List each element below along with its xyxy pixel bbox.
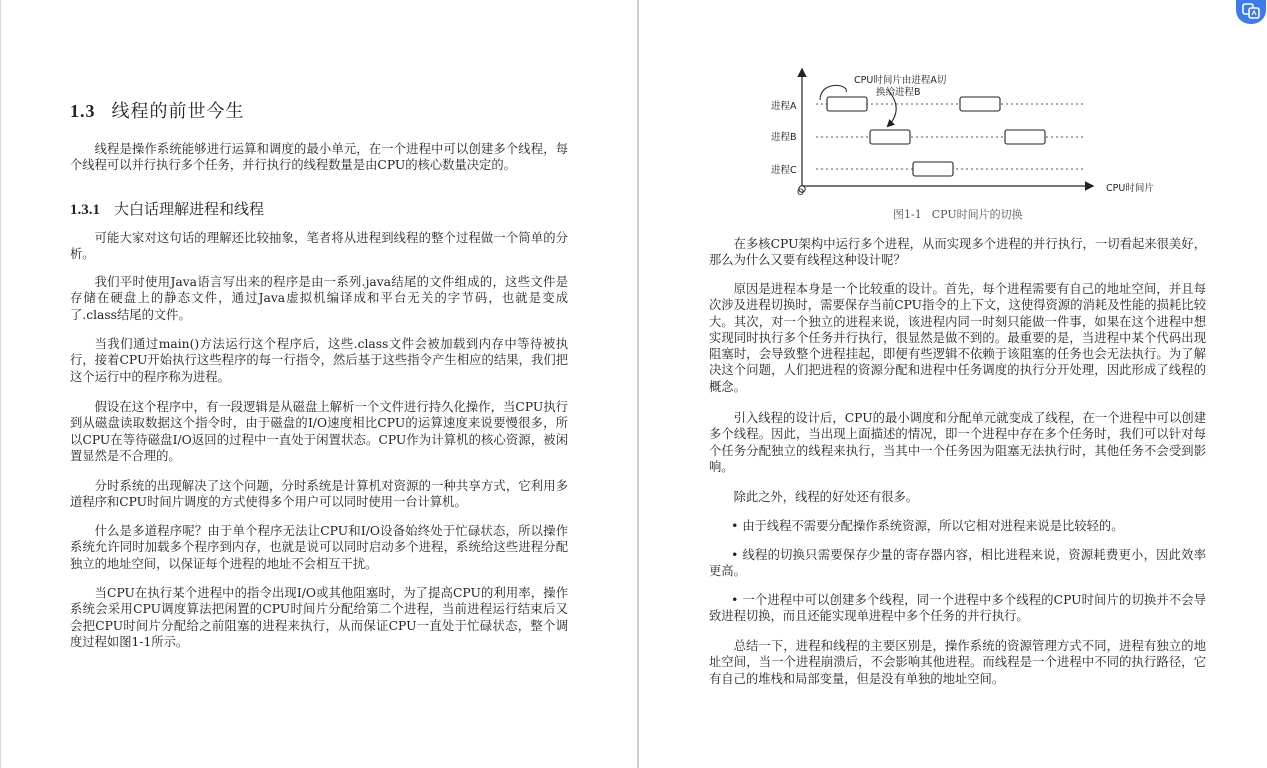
slice-a-1 bbox=[827, 97, 867, 111]
figure-caption bbox=[893, 206, 1023, 222]
cpu-timeslice-figure bbox=[760, 62, 1200, 202]
slice-b-2 bbox=[1005, 130, 1045, 144]
subsection-title: 大白话理解进程和线程 bbox=[114, 200, 265, 218]
paragraph: 当CPU在执行某个进程中的指令出现I/O或其他阻塞时，为了提高CPU的利用率，操作系统会采用CPU调度算法把闲置的CPU时间片分配给第二个进程，当前进程运行结束后又会把CPU时间片分配给之前阻塞的进程来执行，从而保证CPU一直处于忙碌状态，整个调度过程如图1-1所示。 bbox=[70, 586, 568, 649]
section-heading bbox=[70, 97, 245, 123]
row-label-b: 进程B bbox=[771, 132, 797, 143]
bullet-item: • 一个进程中可以创建多个线程，同一个进程中多个线程的CPU时间片的切换并不会导致进程切换，而且还能实现单进程中多个任务的并行执行。 bbox=[709, 593, 1206, 624]
slice-b-1 bbox=[870, 130, 910, 144]
origin-label: O bbox=[797, 188, 805, 198]
paragraph: 可能大家对这句话的理解还比较抽象，笔者将从进程到线程的整个过程做一个简单的分析。 bbox=[70, 231, 568, 262]
figure-caption-text: CPU时间片的切换 bbox=[931, 208, 1023, 221]
paragraph: 假设在这个程序中，有一段逻辑是从磁盘上解析一个文件进行持久化操作，当CPU执行到从磁盘读取数据这个指令时，由于磁盘的I/O速度相比CPU的运算速度来说要慢很多，所以CPU在等待磁盘I/O返回的过程中一直处于闲置状态。CPU作为计算机的核心资源，被闲置显然是不合理的。 bbox=[70, 400, 568, 463]
section-title: 线程的前世今生 bbox=[111, 101, 245, 122]
slice-a-2 bbox=[960, 97, 1000, 111]
slice-c-1 bbox=[913, 162, 953, 176]
bullet-item: • 由于线程不需要分配操作系统资源，所以它相对进程来说是比较轻的。 bbox=[731, 519, 1124, 533]
subsection-number: 1.3.1 bbox=[70, 202, 100, 218]
row-label-c: 进程C bbox=[771, 165, 797, 176]
intro-paragraph: 线程是操作系统能够进行运算和调度的最小单元，在一个进程中可以创建多个线程，每个线程可以并行执行多个任务，并行执行的线程数量是由CPU的核心数量决定的。 bbox=[70, 142, 568, 173]
paragraph: 当我们通过main()方法运行这个程序后，这些.class文件会被加载到内存中等待被执行，接着CPU开始执行这些程序的每一行指令，然后基于这些指令产生相应的结果，我们把这个运行中的程序称为进程。 bbox=[70, 337, 568, 384]
paragraph: 我们平时使用Java语言写出来的程序是由一系列.java结尾的文件组成的，这些文件是存储在硬盘上的静态文件，通过Java虚拟机编译成和平台无关的字节码，也就是变成了.class结尾的文件。 bbox=[70, 275, 568, 322]
row-label-a: 进程A bbox=[771, 101, 797, 112]
paragraph: 分时系统的出现解决了这个问题，分时系统是计算机对资源的一种共享方式，它利用多道程序和CPU时间片调度的方式使得多个用户可以同时使用一台计算机。 bbox=[70, 479, 568, 510]
left-page-edge bbox=[0, 0, 1, 768]
subsection-heading bbox=[70, 198, 264, 219]
annotation-line-1: CPU时间片由进程A切 bbox=[854, 75, 947, 86]
annotation-line-2: 换给进程B bbox=[876, 87, 921, 98]
paragraph: 什么是多道程序呢？由于单个程序无法让CPU和I/O设备始终处于忙碌状态，所以操作系统允许同时加载多个程序到内存，也就是说可以同时启动多个进程，系统给这些进程分配独立的地址空间，以保证每个进程的地址不会相互干扰。 bbox=[70, 524, 568, 571]
translate-icon bbox=[1242, 3, 1260, 19]
section-number: 1.3 bbox=[70, 101, 96, 121]
x-axis-label: CPU时间片 bbox=[1106, 183, 1154, 194]
paragraph: 引入线程的设计后，CPU的最小调度和分配单元就变成了线程，在一个进程中可以创建多个线程。因此，当出现上面描述的情况，即一个进程中存在多个任务时，我们可以针对每个任务分配独立的线程来执行，当其中一个任务因为阻塞无法执行时，其他任务不会受到影响。 bbox=[709, 411, 1206, 474]
paragraph: 除此之外，线程的好处还有很多。 bbox=[733, 490, 919, 504]
figure-caption-number: 图1-1 bbox=[893, 208, 922, 221]
paragraph: 原因是进程本身是一个比较重的设计。首先，每个进程需要有自己的地址空间，并且每次涉及进程切换时，需要保存当前CPU指令的上下文，这使得资源的消耗及性能的损耗比较大。其次，对一个独立的进程来说，该进程内同一时刻只能做一件事，如果在这个进程中想实现同时执行多个任务并行执行，很显然是做不到的。最重要的是，当进程中某个代码出现阻塞时，会导致整个进程挂起，即便有些逻辑不依赖于该阻塞的任务也会无法执行。为了解决这个问题，人们把进程的资源分配和进程中任务调度的执行分开处理，因此形成了线程的概念。 bbox=[709, 282, 1206, 394]
summary-paragraph: 总结一下，进程和线程的主要区别是，操作系统的资源管理方式不同，进程有独立的地址空间，当一个进程崩溃后，不会影响其他进程。而线程是一个进程中不同的执行路径，它有自己的堆栈和局部变量，但是没有单独的地址空间。 bbox=[709, 639, 1206, 686]
paragraph: 在多核CPU架构中运行多个进程，从而实现多个进程的并行执行，一切看起来很美好，那么为什么又要有线程这种设计呢？ bbox=[709, 237, 1206, 268]
bullet-item: • 线程的切换只需要保存少量的寄存器内容，相比进程来说，资源耗费更小，因此效率更高。 bbox=[709, 548, 1206, 579]
